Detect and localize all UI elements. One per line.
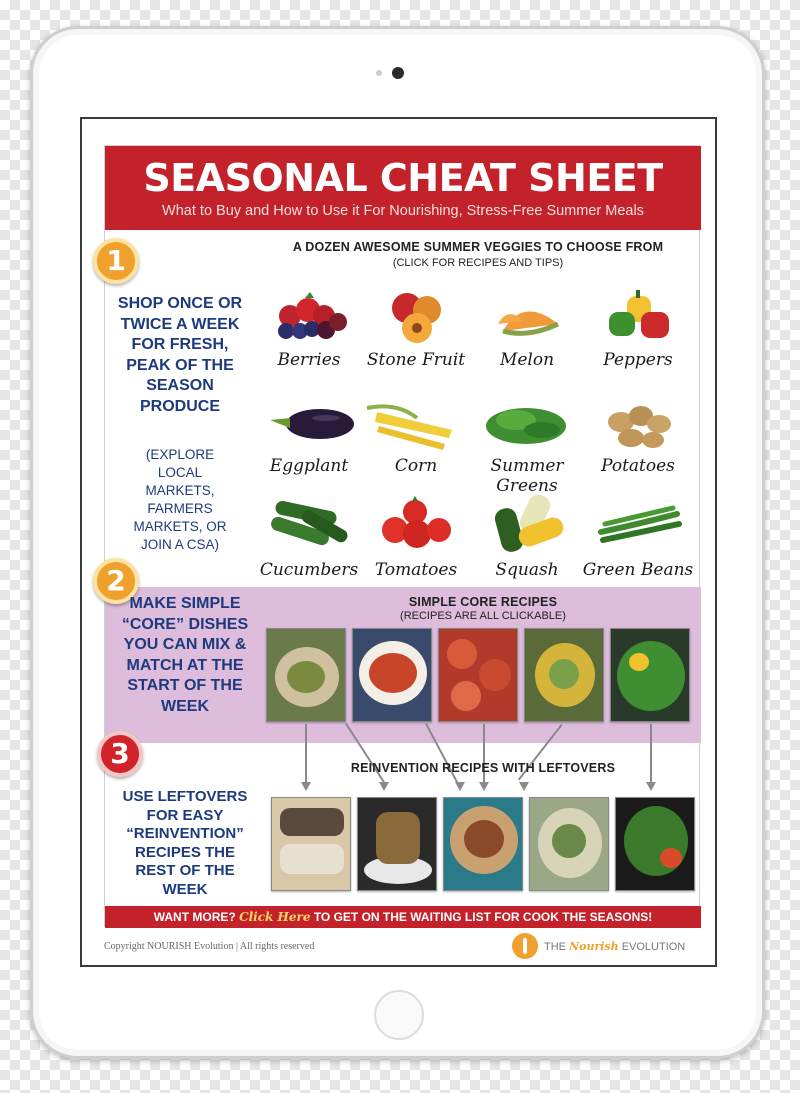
- core-recipe-photo-1[interactable]: [266, 628, 346, 722]
- brand-script: Nourish: [569, 939, 619, 953]
- reinvention-photo-2[interactable]: [357, 797, 437, 891]
- stone-fruit-icon: [357, 276, 475, 348]
- veggie-tomatoes[interactable]: Tomatoes: [357, 486, 475, 580]
- step-1-badge: 1: [93, 238, 139, 284]
- core-recipe-photo-4[interactable]: [524, 628, 604, 722]
- peppers-icon: [579, 276, 697, 348]
- core-recipe-photo-5[interactable]: [610, 628, 690, 722]
- tablet-screen: [80, 117, 717, 967]
- arrow-head-2: [379, 782, 389, 791]
- reinvention-photo-5[interactable]: [615, 797, 695, 891]
- reinvention-photo-4[interactable]: [529, 797, 609, 891]
- berries-icon: [250, 276, 368, 348]
- arrow-head-5: [519, 782, 529, 791]
- spoon-logo-icon: [512, 933, 538, 959]
- veggie-melon[interactable]: Melon: [468, 276, 586, 370]
- veggie-berries[interactable]: Berries: [250, 276, 368, 370]
- tomatoes-icon: [357, 486, 475, 558]
- step-2-text: MAKE SIMPLE “CORE” DISHES YOU CAN MIX & MATCH AT THE START OF THE WEEK: [121, 595, 249, 715]
- arrow-head-1: [301, 782, 311, 791]
- core-recipe-photo-2[interactable]: [352, 628, 432, 722]
- veggie-stone-fruit[interactable]: Stone Fruit: [357, 276, 475, 370]
- waiting-list-banner[interactable]: [105, 906, 701, 928]
- veggie-squash[interactable]: Squash: [468, 486, 586, 580]
- step-1-text: SHOP ONCE OR TWICE A WEEK FOR FRESH, PEAK OF THE SEASON PRODUCE: [117, 295, 243, 415]
- eggplant-icon: [250, 382, 368, 454]
- step-2-badge: 2: [93, 558, 139, 604]
- page-subtitle: What to Buy and How to Use it For Nourishing, Stress-Free Summer Meals: [162, 203, 644, 219]
- greens-icon: [468, 382, 586, 454]
- veggie-summer-greens[interactable]: Summer Greens: [468, 382, 586, 496]
- core-recipes-subtitle: (RECIPES ARE ALL CLICKABLE): [400, 610, 566, 622]
- veggie-peppers[interactable]: Peppers: [579, 276, 697, 370]
- veggie-green-beans[interactable]: Green Beans: [579, 486, 697, 580]
- reinvention-title: REINVENTION RECIPES WITH LEFTOVERS: [350, 761, 616, 775]
- squash-icon: [468, 486, 586, 558]
- veggie-potatoes[interactable]: Potatoes: [579, 382, 697, 476]
- veggie-cucumbers[interactable]: Cucumbers: [250, 486, 368, 580]
- step-3-text: USE LEFTOVERS FOR EASY “REINVENTION” RECIPES THE REST OF THE WEEK: [122, 788, 248, 898]
- arrow-head-4: [479, 782, 489, 791]
- home-button[interactable]: [374, 990, 424, 1040]
- potatoes-icon: [579, 382, 697, 454]
- page-title: SEASONAL CHEAT SHEET: [143, 156, 663, 200]
- green-beans-icon: [579, 486, 697, 558]
- step-1-note: (EXPLORE LOCAL MARKETS, FARMERS MARKETS, OR JOIN A CSA): [133, 447, 227, 552]
- veggies-subtitle: (CLICK FOR RECIPES AND TIPS): [392, 257, 564, 269]
- core-recipe-photo-3[interactable]: [438, 628, 518, 722]
- reinvention-photo-1[interactable]: [271, 797, 351, 891]
- core-recipes-title: SIMPLE CORE RECIPES: [408, 595, 558, 609]
- step-3-badge: 3: [97, 731, 143, 777]
- reinvention-photo-3[interactable]: [443, 797, 523, 891]
- veggies-title: A DOZEN AWESOME SUMMER VEGGIES TO CHOOSE FROM: [292, 240, 664, 254]
- camera-icon: [392, 67, 404, 79]
- arrow-head-6: [646, 782, 656, 791]
- cta-rest: TO GET ON THE WAITING LIST FOR COOK THE SEASONS!: [313, 910, 653, 924]
- veggie-corn[interactable]: Corn: [357, 382, 475, 476]
- cta-lead: WANT MORE?: [153, 910, 236, 924]
- cheat-sheet: [104, 145, 700, 927]
- veggie-eggplant[interactable]: Eggplant: [250, 382, 368, 476]
- corn-icon: [357, 382, 475, 454]
- microphone-dot: [376, 70, 382, 76]
- brand-logo: [512, 933, 685, 959]
- cta-link[interactable]: Click Here: [239, 910, 311, 924]
- brand-suffix: EVOLUTION: [621, 940, 686, 953]
- brand-prefix: THE: [544, 940, 566, 953]
- cucumbers-icon: [250, 486, 368, 558]
- arrow-head-3: [455, 782, 465, 791]
- copyright-text: Copyright NOURISH Evolution | All rights reserved: [104, 941, 315, 952]
- header-banner: [105, 146, 701, 230]
- melon-icon: [468, 276, 586, 348]
